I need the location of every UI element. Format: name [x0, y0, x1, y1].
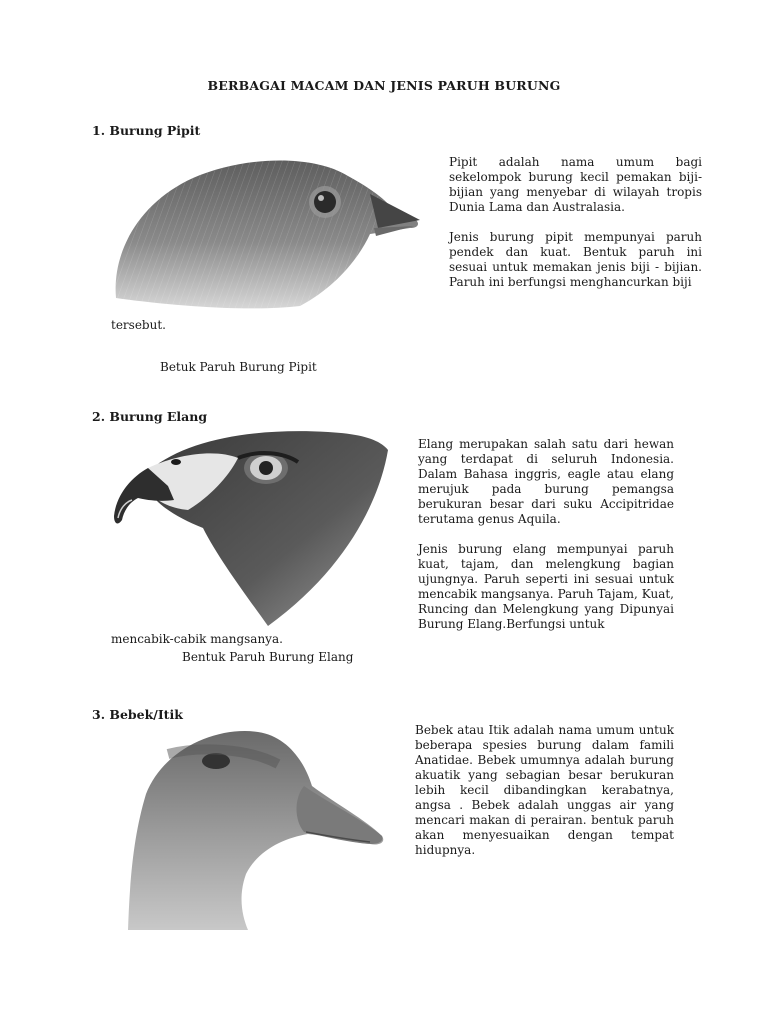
elang-image-caption: Bentuk Paruh Burung Elang [182, 650, 354, 664]
pipit-image-caption: Betuk Paruh Burung Pipit [160, 360, 317, 374]
bebek-paragraph-1: Bebek atau Itik adalah nama umum untuk beberapa spesies burung dalam famili Anatidae. Bebek umumnya adalah burung akuatik yang sebagian besar berukuran lebih kecil dibandingkan kerabatnya, angsa . Bebek adalah unggas air yang mencari makan di perairan. bentuk paruh akan menyesuaikan dengan tempat hidupnya. [415, 723, 674, 857]
eagle-head-icon [108, 428, 390, 628]
section-heading-pipit: 1. Burung Pipit [92, 123, 201, 138]
elang-paragraph-1: Elang merupakan salah satu dari hewan yang terdapat di seluruh Indonesia. Dalam Bahasa inggris, eagle atau elang merujuk pada burung pemangsa berukuran besar dari suku Accipitridae terutama genus Aquila. [418, 437, 674, 526]
section-heading-elang: 2. Burung Elang [92, 409, 208, 424]
section-heading-bebek: 3. Bebek/Itik [92, 707, 183, 722]
elang-paragraph-overflow: mencabik-cabik mangsanya. [111, 632, 283, 646]
sparrow-head-icon [108, 148, 424, 313]
elang-paragraph-2: Jenis burung elang mempunyai paruh kuat, tajam, dan melengkung bagian ujungnya. Paruh seperti ini sesuai untuk mencabik mangsanya. Paruh Tajam, Kuat, Runcing dan Melengkung yang Dipunyai Burung Elang.Berfungsi untuk [418, 542, 674, 631]
duck-head-icon [108, 724, 388, 930]
pipit-paragraph-overflow: tersebut. [111, 318, 166, 332]
pipit-paragraph-2: Jenis burung pipit mempunyai paruh pendek dan kuat. Bentuk paruh ini sesuai untuk memakan jenis biji - bijian. Paruh ini berfungsi menghancurkan biji [449, 230, 702, 289]
page-title: BERBAGAI MACAM DAN JENIS PARUH BURUNG [207, 78, 561, 93]
pipit-paragraph-1: Pipit adalah nama umum bagi sekelompok burung kecil pemakan biji-bijian yang menyebar di wilayah tropis Dunia Lama dan Australasia. [449, 155, 702, 214]
